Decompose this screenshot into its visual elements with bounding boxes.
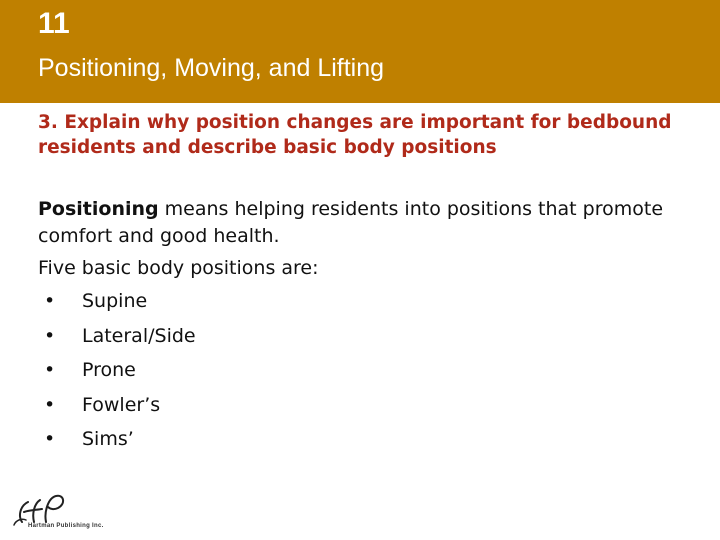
- bullet-icon: •: [44, 290, 56, 312]
- bullet-icon: •: [44, 428, 56, 450]
- positioning-definition: [38, 196, 698, 250]
- position-label: Sims’: [82, 428, 134, 450]
- title-bar: [0, 0, 720, 103]
- bullet-icon: •: [44, 393, 56, 416]
- position-label: Prone: [82, 359, 136, 381]
- publisher-logo: [10, 492, 114, 534]
- learning-objective: 3. Explain why position changes are important for bedbound residents and describe basic body positions: [38, 112, 672, 158]
- definition-term: Positioning: [38, 198, 159, 220]
- logo-text: Hartman Publishing Inc.: [28, 523, 104, 529]
- positions-intro: Five basic body positions are:: [38, 257, 319, 279]
- chapter-title: Positioning, Moving, and Lifting: [38, 54, 385, 82]
- bullet-icon: •: [44, 324, 56, 347]
- chapter-number: 11: [38, 7, 70, 40]
- position-label: Lateral/Side: [82, 324, 196, 347]
- definition-text: means helping residents into positions that promote comfort and good health.: [38, 198, 664, 247]
- position-label: Supine: [82, 290, 148, 312]
- bullet-icon: •: [44, 359, 56, 381]
- position-label: Fowler’s: [82, 393, 161, 416]
